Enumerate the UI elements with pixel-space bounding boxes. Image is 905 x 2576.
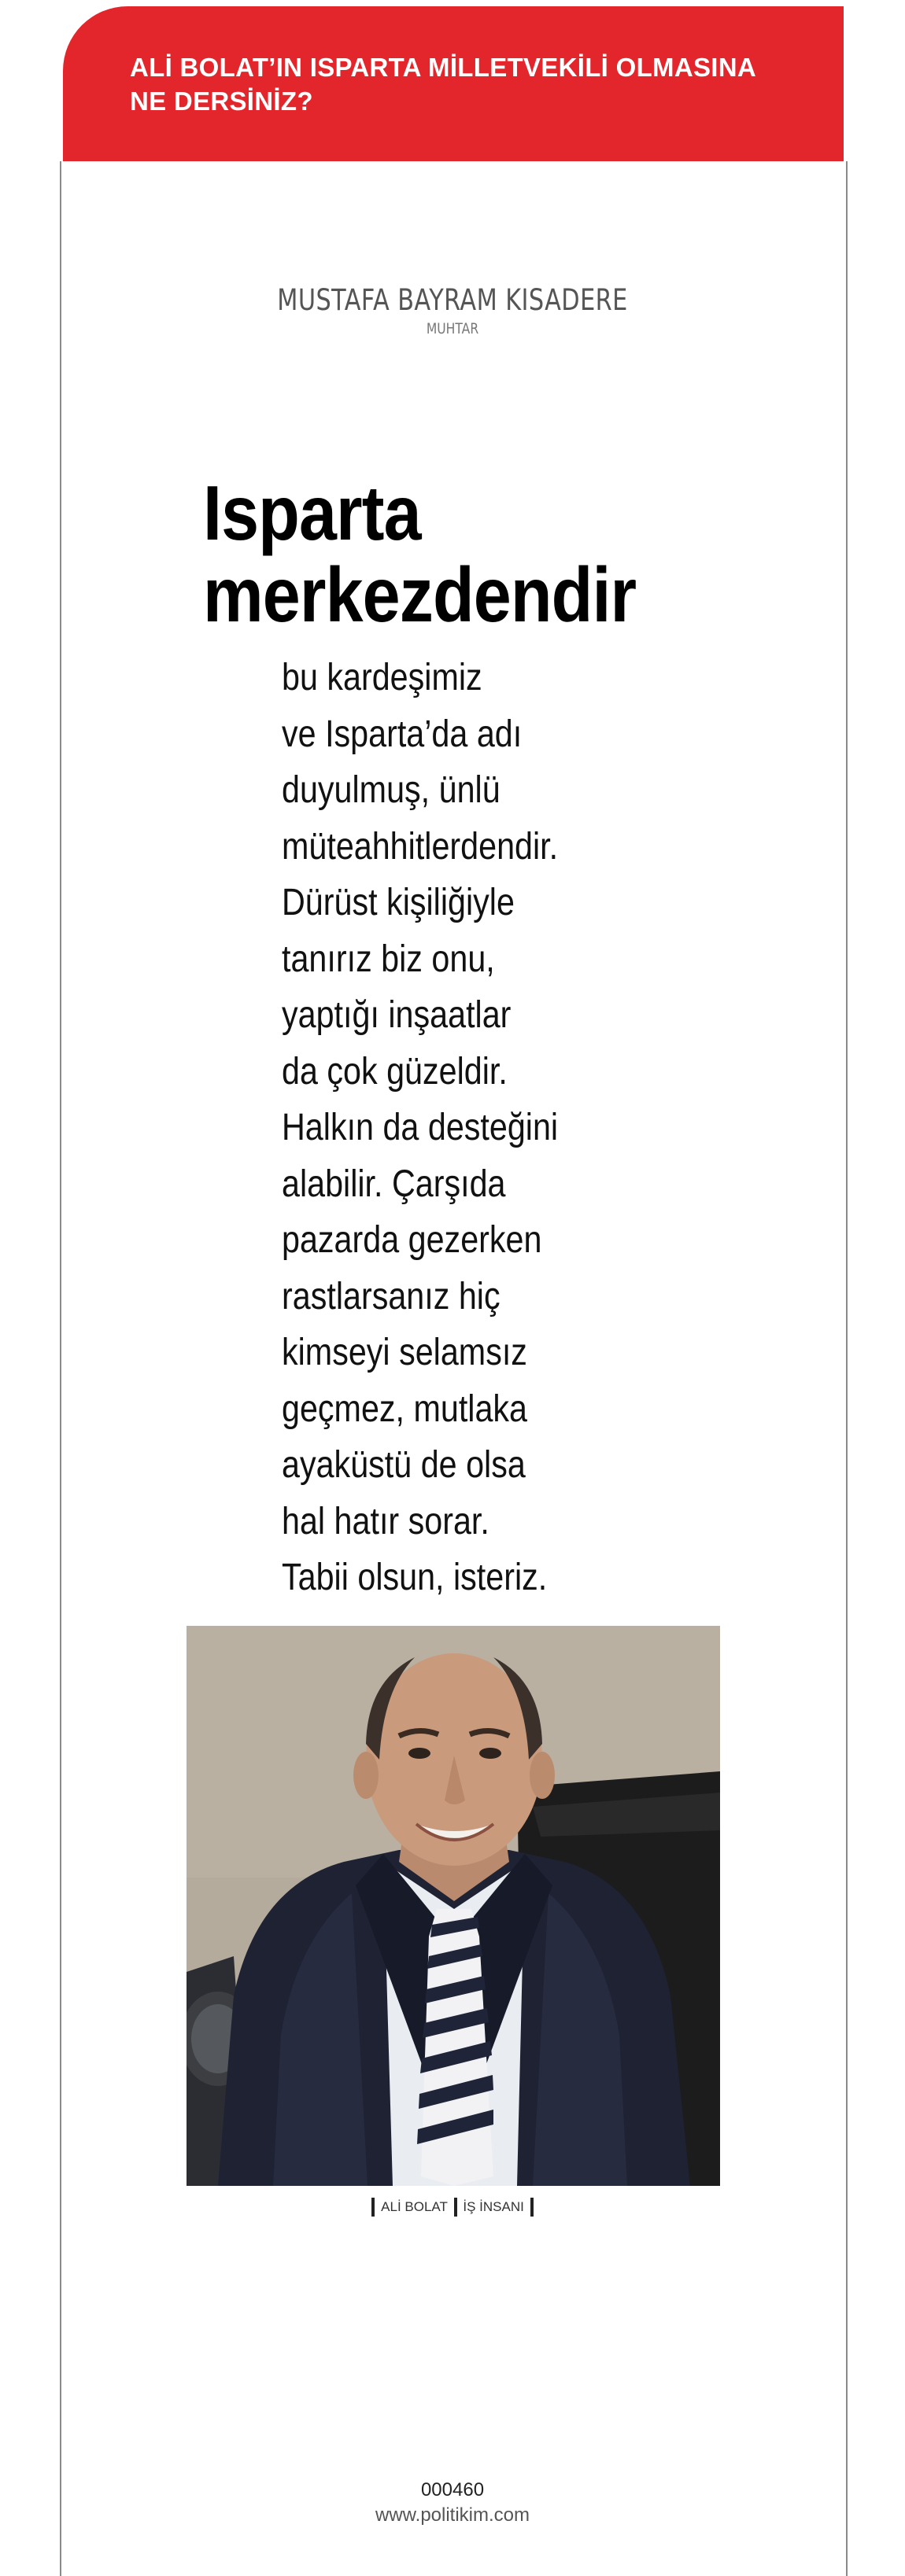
body-line: pazarda gezerken bbox=[282, 1219, 542, 1261]
author-title: MUHTAR bbox=[426, 320, 479, 337]
body-line: tanırız biz onu, bbox=[282, 938, 495, 980]
portrait-photo bbox=[187, 1626, 720, 2186]
banner-title-line-2: NE DERSİNİZ? bbox=[130, 87, 313, 116]
article-body bbox=[282, 650, 634, 1606]
caption-divider bbox=[530, 2198, 534, 2217]
photo-caption bbox=[0, 2198, 905, 2217]
author-name: MUSTAFA BAYRAM KISADERE bbox=[277, 283, 628, 317]
article-headline bbox=[203, 472, 636, 636]
body-line: Tabii olsun, isteriz. bbox=[282, 1557, 548, 1598]
page-footer bbox=[0, 2478, 905, 2528]
body-line: müteahhitlerdendir. bbox=[282, 825, 559, 868]
banner-title-line-1: ALİ BOLAT’IN ISPARTA MİLLETVEKİLİ OLMASINA bbox=[130, 53, 756, 82]
body-line: geçmez, mutlaka bbox=[282, 1388, 528, 1430]
body-line: Dürüst kişiliğiyle bbox=[282, 882, 515, 923]
body-line: duyulmuş, ünlü bbox=[282, 769, 501, 811]
body-line: rastlarsanız hiç bbox=[282, 1275, 501, 1317]
headline-line-2: merkezdendir bbox=[203, 551, 637, 638]
body-line: alabilir. Çarşıda bbox=[282, 1163, 506, 1205]
body-line: yaptığı inşaatlar bbox=[282, 994, 512, 1036]
body-line: kimseyi selamsız bbox=[282, 1332, 527, 1373]
body-line: ayaküstü de olsa bbox=[282, 1444, 526, 1486]
caption-divider bbox=[371, 2198, 375, 2217]
question-banner bbox=[63, 6, 844, 161]
caption-name: ALİ BOLAT bbox=[381, 2199, 448, 2214]
body-line: da çok güzeldir. bbox=[282, 1050, 508, 1093]
headline-line-1: Isparta bbox=[203, 470, 421, 556]
body-line: ve Isparta’da adı bbox=[282, 713, 523, 755]
caption-divider bbox=[454, 2198, 457, 2217]
body-line: bu kardeşimiz bbox=[282, 657, 482, 698]
caption-role: İŞ İNSANI bbox=[463, 2199, 524, 2214]
footer-code: 000460 bbox=[420, 2479, 485, 2500]
footer-website-link[interactable]: www.politikim.com bbox=[375, 2504, 530, 2526]
body-line: hal hatır sorar. bbox=[282, 1500, 489, 1542]
body-line: Halkın da desteğini bbox=[282, 1107, 559, 1148]
banner-title bbox=[130, 50, 812, 118]
author-byline bbox=[0, 283, 905, 338]
